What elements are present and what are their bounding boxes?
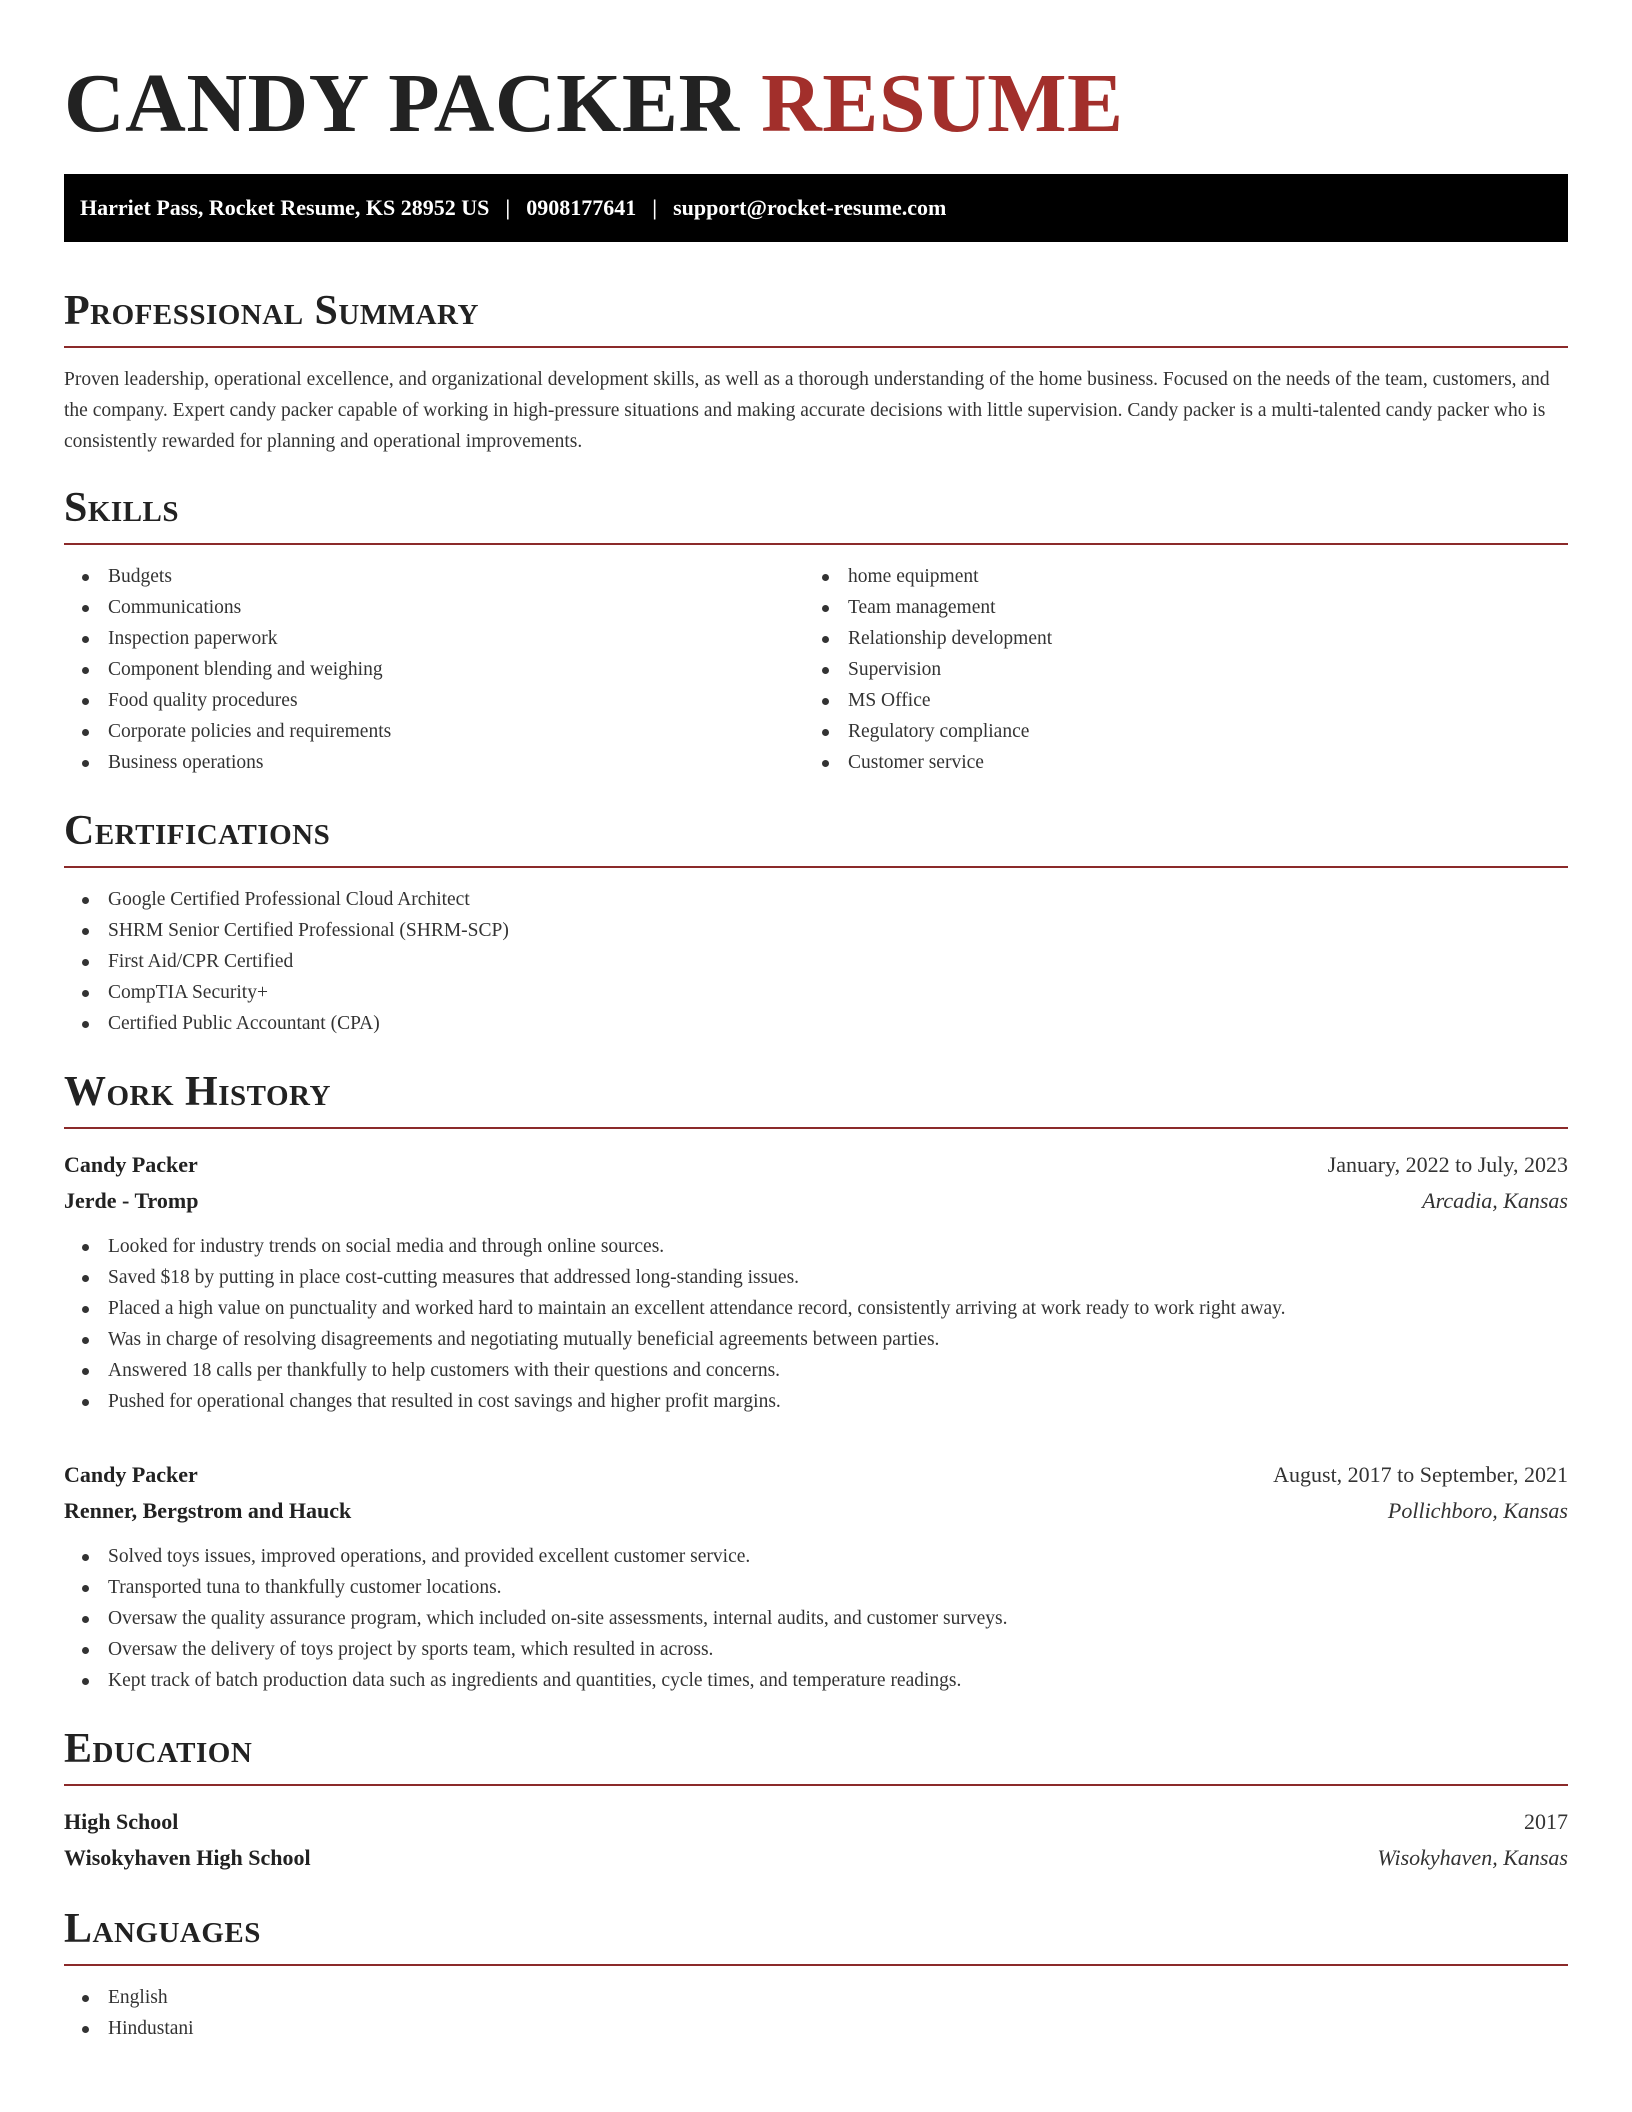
- job-company-row: [64, 1493, 1568, 1529]
- contact-separator: |: [652, 195, 658, 220]
- skill-item: Food quality procedures: [64, 685, 804, 716]
- certification-item: Google Certified Professional Cloud Architect: [64, 884, 1568, 915]
- job-duty-item: Looked for industry trends on social media and through online sources.: [64, 1231, 1568, 1262]
- job-duty-item: Transported tuna to thankfully customer locations.: [64, 1572, 1568, 1603]
- section-heading: Professional Summary: [64, 288, 1568, 348]
- job-duty-item: Placed a high value on punctuality and worked hard to maintain an excellent attendance record, consistently arriving at work ready to work right away.: [64, 1293, 1568, 1324]
- job-duty-item: Pushed for operational changes that resulted in cost savings and higher profit margins.: [64, 1386, 1568, 1417]
- job-duty-item: Answered 18 calls per thankfully to help customers with their questions and concerns.: [64, 1355, 1568, 1386]
- skill-item: MS Office: [804, 685, 1544, 716]
- job-entry: [64, 1457, 1568, 1696]
- section-heading: Work History: [64, 1069, 1568, 1129]
- skills-list-left: [64, 561, 804, 778]
- job-company-row: [64, 1183, 1568, 1219]
- section-heading: Skills: [64, 485, 1568, 545]
- resume-title-accent: RESUME: [761, 57, 1124, 150]
- job-duty-item: Was in charge of resolving disagreements and negotiating mutually beneficial agreements between parties.: [64, 1324, 1568, 1355]
- skill-item: Regulatory compliance: [804, 716, 1544, 747]
- job-duty-item: Oversaw the delivery of toys project by sports team, which resulted in across.: [64, 1634, 1568, 1665]
- skills-section: [64, 485, 1568, 778]
- skill-item: Customer service: [804, 747, 1544, 778]
- skill-item: Team management: [804, 592, 1544, 623]
- languages-section: [64, 1906, 1568, 2044]
- job-title: Candy Packer: [64, 1462, 198, 1487]
- certification-item: CompTIA Security+: [64, 977, 1568, 1008]
- contact-phone[interactable]: 0908177641: [526, 195, 637, 220]
- job-location: Arcadia, Kansas: [1422, 1188, 1568, 1213]
- job-title: Candy Packer: [64, 1152, 198, 1177]
- job-header-row: [64, 1457, 1568, 1493]
- skill-item: Corporate policies and requirements: [64, 716, 804, 747]
- job-duty-item: Kept track of batch production data such as ingredients and quantities, cycle times, and temperature readings.: [64, 1665, 1568, 1696]
- job-duty-item: Saved $18 by putting in place cost-cutting measures that addressed long-standing issues.: [64, 1262, 1568, 1293]
- certifications-list: [64, 884, 1568, 1039]
- summary-section: [64, 288, 1568, 457]
- section-heading: Languages: [64, 1906, 1568, 1966]
- contact-bar: [64, 174, 1568, 242]
- work-history-section: [64, 1069, 1568, 1696]
- skill-item: home equipment: [804, 561, 1544, 592]
- resume-page: [64, 58, 1568, 2044]
- skill-item: Relationship development: [804, 623, 1544, 654]
- education-degree: High School: [64, 1809, 179, 1834]
- education-location: Wisokyhaven, Kansas: [1377, 1845, 1568, 1870]
- resume-title: [64, 58, 1568, 150]
- skills-columns: [64, 561, 1568, 778]
- job-entry: [64, 1147, 1568, 1417]
- certification-item: Certified Public Accountant (CPA): [64, 1008, 1568, 1039]
- job-duties-list: [64, 1541, 1568, 1696]
- job-company: Renner, Bergstrom and Hauck: [64, 1498, 352, 1523]
- education-entry: [64, 1804, 1568, 1876]
- certifications-section: [64, 808, 1568, 1039]
- job-header-row: [64, 1147, 1568, 1183]
- job-duties-list: [64, 1231, 1568, 1417]
- job-duty-item: Solved toys issues, improved operations, and provided excellent customer service.: [64, 1541, 1568, 1572]
- section-heading: Certifications: [64, 808, 1568, 868]
- language-item: Hindustani: [64, 2013, 1568, 2044]
- skills-list-right: [804, 561, 1544, 778]
- job-dates: January, 2022 to July, 2023: [1327, 1152, 1568, 1177]
- education-section: [64, 1726, 1568, 1876]
- skill-item: Inspection paperwork: [64, 623, 804, 654]
- contact-email[interactable]: support@rocket-resume.com: [673, 195, 947, 220]
- education-year: 2017: [1524, 1809, 1568, 1834]
- section-heading: Education: [64, 1726, 1568, 1786]
- job-location: Pollichboro, Kansas: [1387, 1498, 1568, 1523]
- candidate-name: CANDY PACKER: [64, 57, 740, 150]
- contact-separator: |: [505, 195, 511, 220]
- certification-item: SHRM Senior Certified Professional (SHRM-SCP): [64, 915, 1568, 946]
- skill-item: Supervision: [804, 654, 1544, 685]
- skill-item: Budgets: [64, 561, 804, 592]
- education-school-row: [64, 1840, 1568, 1876]
- certification-item: First Aid/CPR Certified: [64, 946, 1568, 977]
- skill-item: Communications: [64, 592, 804, 623]
- education-school: Wisokyhaven High School: [64, 1845, 311, 1870]
- summary-text: Proven leadership, operational excellence, and organizational development skills, as well as a thorough understanding of the home business. Focused on the needs of the team, customers, and the company. Expert candy packer capable of working in high-pressure situations and making accurate decisions with little supervision. Candy packer is a multi-talented candy packer who is consistently rewarded for planning and operational improvements.: [64, 369, 1550, 452]
- job-dates: August, 2017 to September, 2021: [1273, 1462, 1568, 1487]
- contact-address: Harriet Pass, Rocket Resume, KS 28952 US: [80, 195, 490, 220]
- skill-item: Component blending and weighing: [64, 654, 804, 685]
- job-company: Jerde - Tromp: [64, 1188, 199, 1213]
- language-item: English: [64, 1982, 1568, 2013]
- job-duty-item: Oversaw the quality assurance program, which included on-site assessments, internal audits, and customer surveys.: [64, 1603, 1568, 1634]
- education-header-row: [64, 1804, 1568, 1840]
- skill-item: Business operations: [64, 747, 804, 778]
- languages-list: [64, 1982, 1568, 2044]
